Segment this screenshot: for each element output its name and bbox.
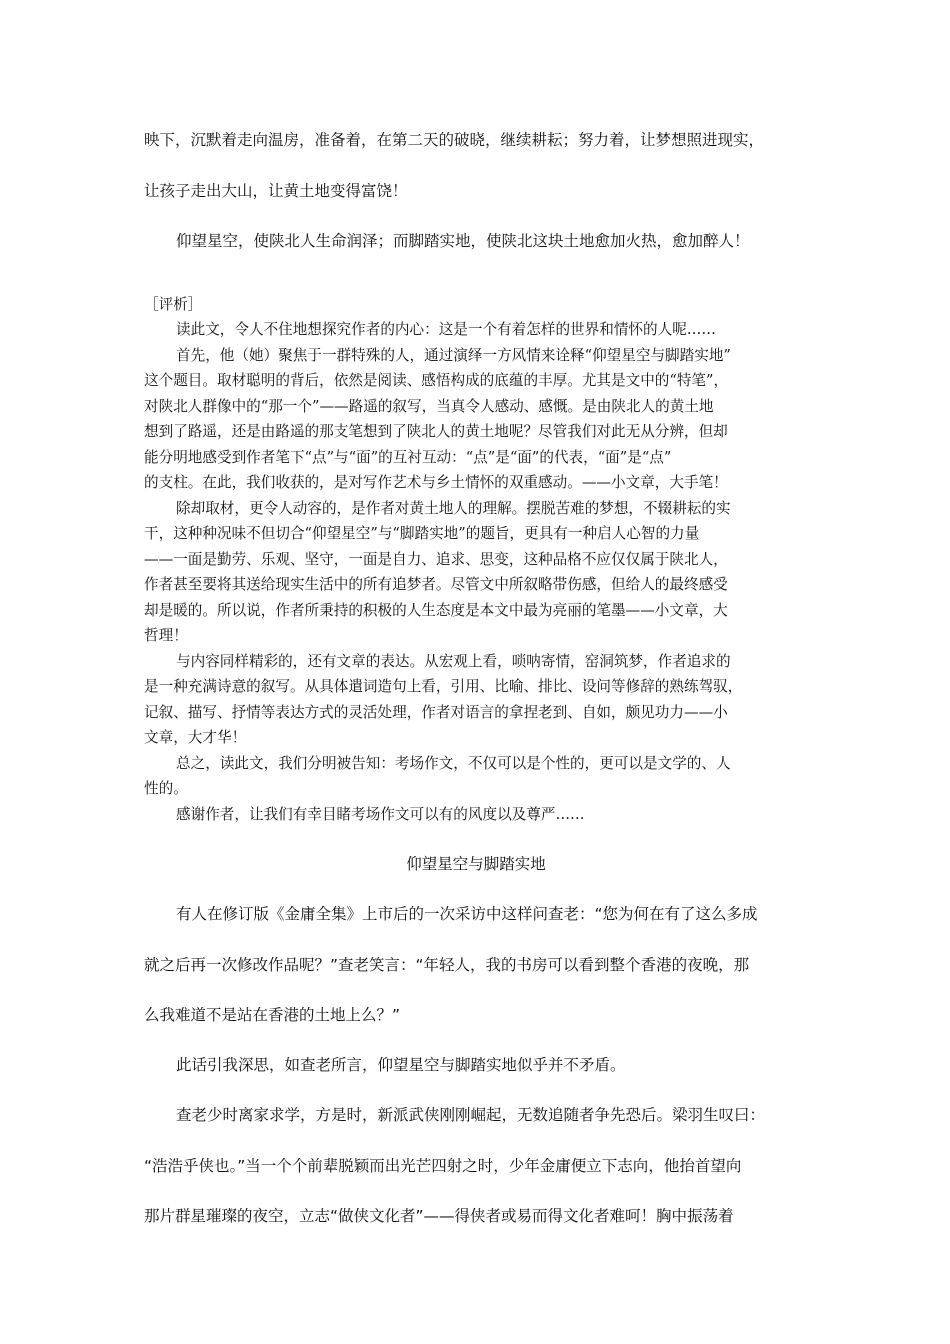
essay-line: 就之后再一次修改作品呢？”查老笑言：“年轻人，我的书房可以看到整个香港的夜晚，那	[144, 956, 750, 974]
commentary-line: 与内容同样精彩的，还有文章的表达。从宏观上看，唢呐寄情，窑洞筑梦，作者追求的	[176, 653, 731, 670]
commentary-line: 读此文，令人不住地想探究作者的内心：这是一个有着怎样的世界和情怀的人呢……	[176, 321, 716, 338]
commentary-line: 首先，他（她）聚焦于一群特殊的人，通过演绎一方风情来诠释“仰望星空与脚踏实地”	[176, 347, 731, 364]
commentary-line: 记叙、描写、抒情等表达方式的灵活处理，作者对语言的拿捏老到、自如，颇见功力——小	[144, 704, 728, 721]
commentary-line: 的支柱。在此，我们收获的，是对写作艺术与乡土情怀的双重感动。——小文章，大手笔！	[144, 474, 728, 491]
commentary-line: 总之，读此文，我们分明被告知：考场作文，不仅可以是个性的，更可以是文学的、人	[176, 755, 731, 772]
commentary-line: 这个题目。取材聪明的背后，依然是阅读、感悟构成的底蕴的丰厚。尤其是文中的“特笔”，	[144, 372, 729, 389]
essay-title: 仰望星空与脚踏实地	[406, 855, 546, 873]
essay-line: 此话引我深思，如查老所言，仰望星空与脚踏实地似乎并不矛盾。	[176, 1056, 626, 1074]
commentary-line: 感谢作者，让我们有幸目睹考场作文可以有的风度以及尊严……	[176, 806, 585, 823]
commentary-line: 文章，大才华！	[144, 729, 247, 746]
essay-line: 仰望星空，使陕北人生命润泽；而脚踏实地，使陕北这块土地愈加火热，愈加醉人！	[176, 232, 750, 250]
commentary-line: 性的。	[144, 780, 188, 797]
essay-line: 有人在修订版《金庸全集》上市后的一次采访中这样问查老：“您为何在有了这么多成	[176, 905, 758, 923]
commentary-line: 对陕北人群像中的“那一个”——路遥的叙写，当真令人感动、感慨。是由陕北人的黄土地	[144, 398, 714, 415]
commentary-line: 哲理！	[144, 627, 188, 644]
commentary-line: 作者甚至要将其送给现实生活中的所有追梦者。尽管文中所叙略带伤感，但给人的最终感受	[144, 576, 728, 593]
essay-line: 让孩子走出大山，让黄土地变得富饶！	[144, 182, 408, 200]
commentary-line: 是一种充满诗意的叙写。从具体遣词造句上看，引用、比喻、排比、设问等修辞的熟练驾驭，	[144, 678, 743, 695]
commentary-line: 却是暖的。所以说，作者所秉持的积极的人生态度是本文中最为亮丽的笔墨——小文章，大	[144, 602, 728, 619]
commentary-line: 干，这种种况味不但切合“仰望星空”与“脚踏实地”的题旨，更具有一种启人心智的力量	[144, 525, 700, 542]
essay-line: 查老少时离家求学，方是时，新派武侠刚刚崛起，无数追随者争先恐后。梁羽生叹曰：	[176, 1106, 766, 1124]
essay-line: “浩浩乎侠也。”当一个个前辈脱颖而出光芒四射之时，少年金庸便立下志向，他抬首望向	[144, 1157, 742, 1175]
essay-line: 么我难道不是站在香港的土地上么？”	[144, 1006, 401, 1024]
essay-line: 映下，沉默着走向温房，准备着，在第二天的破晓，继续耕耘；努力着，让梦想照进现实，	[144, 131, 765, 149]
commentary-line: 除却取材，更令人动容的，是作者对黄土地人的理解。摆脱苦难的梦想，不辍耕耘的实	[176, 500, 731, 517]
commentary-heading: ［评析］	[144, 296, 203, 313]
commentary-line: 想到了路遥，还是由路遥的那支笔想到了陕北人的黄土地呢？尽管我们对此无从分辨，但却	[144, 423, 728, 440]
commentary-line: ——一面是勤劳、乐观、坚守，一面是自力、追求、思变，这种品格不应仅仅属于陕北人，	[144, 551, 728, 568]
commentary-line: 能分明地感受到作者笔下“点”与“面”的互衬互动：“点”是“面”的代表，“面”是“点”	[144, 449, 672, 466]
essay-line: 那片群星璀璨的夜空，立志“做侠文化者”——得侠者或易而得文化者难呵！胸中振荡着	[144, 1207, 734, 1225]
